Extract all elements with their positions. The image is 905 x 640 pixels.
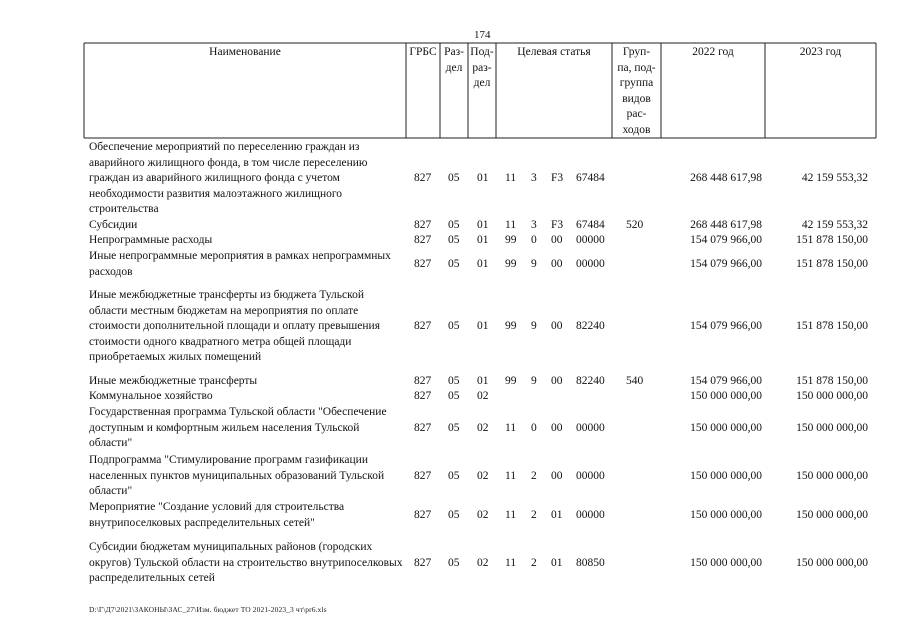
cell-2022: 154 079 966,00: [690, 234, 762, 246]
cell-grbs: 827: [414, 320, 432, 332]
cell-pr: 01: [477, 234, 489, 246]
header-target: Целевая статья: [517, 46, 591, 58]
cell-t2: 2: [531, 509, 537, 521]
cell-2022: 154 079 966,00: [690, 320, 762, 332]
cell-2023: 151 878 150,00: [796, 375, 868, 387]
cell-2022: 268 448 617,98: [690, 172, 762, 184]
cell-t3: 01: [551, 557, 563, 569]
cell-rz: 05: [448, 172, 460, 184]
cell-2022: 150 000 000,00: [690, 509, 762, 521]
cell-t2: 3: [531, 172, 537, 184]
cell-t1: 99: [505, 320, 517, 332]
cell-2023: 150 000 000,00: [796, 470, 868, 482]
cell-rz: 05: [448, 258, 460, 270]
cell-grbs: 827: [414, 509, 432, 521]
cell-2022: 150 000 000,00: [690, 470, 762, 482]
header-2022: 2022 год: [692, 46, 734, 58]
cell-2023: 151 878 150,00: [796, 234, 868, 246]
cell-t3: 00: [551, 375, 563, 387]
cell-t2: 2: [531, 470, 537, 482]
cell-t3: F3: [551, 219, 564, 231]
cell-t3: 00: [551, 234, 563, 246]
cell-grbs: 827: [414, 390, 432, 402]
cell-rz: 05: [448, 509, 460, 521]
cell-pr: 02: [477, 470, 489, 482]
cell-2022: 150 000 000,00: [690, 557, 762, 569]
cell-t2: 3: [531, 219, 537, 231]
cell-pr: 01: [477, 172, 489, 184]
cell-t1: 99: [505, 234, 517, 246]
cell-2023: 150 000 000,00: [796, 390, 868, 402]
header-razdel: Раз- дел: [444, 46, 464, 74]
cell-t3: 00: [551, 470, 563, 482]
cell-t4: 00000: [576, 234, 605, 246]
cell-rz: 05: [448, 470, 460, 482]
cell-t4: 00000: [576, 258, 605, 270]
cell-rz: 05: [448, 320, 460, 332]
cell-t1: 11: [505, 172, 517, 184]
cell-grbs: 827: [414, 258, 432, 270]
cell-grbs: 827: [414, 422, 432, 434]
file-path-footer: D:\Г\Д7\2021\ЗАКОНЫ\ЗАС_27\Изм. бюджет ТО 2021-2023_3 чт\pr6.xls: [89, 605, 327, 614]
cell-t2: 9: [531, 258, 537, 270]
cell-t1: 11: [505, 219, 517, 231]
cell-pr: 02: [477, 390, 489, 402]
cell-t3: 01: [551, 509, 563, 521]
row-name: Государственная программа Тульской области "Обеспечение доступным и комфортным жильем населения Тульской области": [89, 406, 387, 449]
row-name: Субсидии: [89, 219, 138, 231]
cell-t4: 00000: [576, 509, 605, 521]
row-name: Коммунальное хозяйство: [89, 390, 213, 402]
cell-vr: 520: [626, 219, 644, 231]
row-name: Подпрограмма "Стимулирование программ газификации населенных пунктов муниципальных образований Тульской области": [89, 454, 385, 497]
row-name: Иные межбюджетные трансферты из бюджета Тульской области местным бюджетам на мероприятия по оплате стоимости дополнительной площади и оплату превышения стоимости одного квадратного метра общей площади приобретаемых жилых помещений: [89, 289, 380, 363]
cell-t4: 82240: [576, 320, 605, 332]
cell-t3: 00: [551, 422, 563, 434]
cell-grbs: 827: [414, 470, 432, 482]
cell-t2: 2: [531, 557, 537, 569]
page-number: 174: [474, 29, 491, 41]
cell-pr: 01: [477, 375, 489, 387]
cell-rz: 05: [448, 390, 460, 402]
cell-rz: 05: [448, 422, 460, 434]
cell-grbs: 827: [414, 172, 432, 184]
cell-pr: 02: [477, 509, 489, 521]
cell-t1: 99: [505, 375, 517, 387]
cell-2023: 42 159 553,32: [801, 219, 868, 231]
cell-t2: 9: [531, 320, 537, 332]
header-2023: 2023 год: [799, 46, 842, 58]
cell-t3: 00: [551, 320, 563, 332]
cell-t2: 9: [531, 375, 537, 387]
cell-2022: 154 079 966,00: [690, 375, 762, 387]
cell-t3: 00: [551, 258, 563, 270]
row-name: Мероприятие "Создание условий для строительства внутрипоселковых распределительных сетей": [89, 501, 345, 529]
cell-t4: 80850: [576, 557, 605, 569]
cell-t1: 11: [505, 557, 517, 569]
cell-rz: 05: [448, 375, 460, 387]
cell-vr: 540: [626, 375, 644, 387]
cell-t2: 0: [531, 422, 537, 434]
cell-2022: 150 000 000,00: [690, 390, 762, 402]
cell-rz: 05: [448, 234, 460, 246]
cell-t1: 11: [505, 470, 517, 482]
row-name: Иные межбюджетные трансферты: [89, 375, 258, 387]
cell-t2: 0: [531, 234, 537, 246]
cell-t1: 11: [505, 422, 517, 434]
cell-t1: 11: [505, 509, 517, 521]
cell-t1: 99: [505, 258, 517, 270]
cell-2023: 150 000 000,00: [796, 422, 868, 434]
cell-2023: 42 159 553,32: [801, 172, 868, 184]
cell-pr: 02: [477, 422, 489, 434]
cell-pr: 02: [477, 557, 489, 569]
cell-t4: 00000: [576, 470, 605, 482]
cell-pr: 01: [477, 219, 489, 231]
cell-2023: 150 000 000,00: [796, 557, 868, 569]
header-podrazdel: Под- раз- дел: [470, 46, 494, 89]
cell-2023: 150 000 000,00: [796, 509, 868, 521]
cell-pr: 01: [477, 320, 489, 332]
cell-t4: 00000: [576, 422, 605, 434]
cell-2023: 151 878 150,00: [796, 320, 868, 332]
row-name: Субсидии бюджетам муниципальных районов (городских округов) Тульской области на строительство внутрипоселковых распределительных сетей: [89, 541, 403, 584]
cell-rz: 05: [448, 557, 460, 569]
row-name: Непрограммные расходы: [89, 234, 213, 246]
cell-pr: 01: [477, 258, 489, 270]
cell-2022: 150 000 000,00: [690, 422, 762, 434]
header-group: Груп- па, под- группа видов рас- ходов: [617, 46, 656, 136]
row-name: Обеспечение мероприятий по переселению граждан из аварийного жилищного фонда, в том числе переселению граждан из аварийного жилищного фонда с учетом необходимости развития малоэтажного жилищного строительства: [89, 141, 368, 215]
cell-t4: 67484: [576, 219, 605, 231]
cell-t4: 82240: [576, 375, 605, 387]
cell-grbs: 827: [414, 219, 432, 231]
cell-2022: 154 079 966,00: [690, 258, 762, 270]
cell-t4: 67484: [576, 172, 605, 184]
cell-t3: F3: [551, 172, 564, 184]
cell-2023: 151 878 150,00: [796, 258, 868, 270]
cell-grbs: 827: [414, 375, 432, 387]
header-name: Наименование: [209, 46, 281, 58]
cell-rz: 05: [448, 219, 460, 231]
header-grbs: ГРБС: [409, 46, 437, 58]
cell-grbs: 827: [414, 557, 432, 569]
cell-2022: 268 448 617,98: [690, 219, 762, 231]
row-name: Иные непрограммные мероприятия в рамках непрограммных расходов: [89, 250, 391, 278]
cell-grbs: 827: [414, 234, 432, 246]
